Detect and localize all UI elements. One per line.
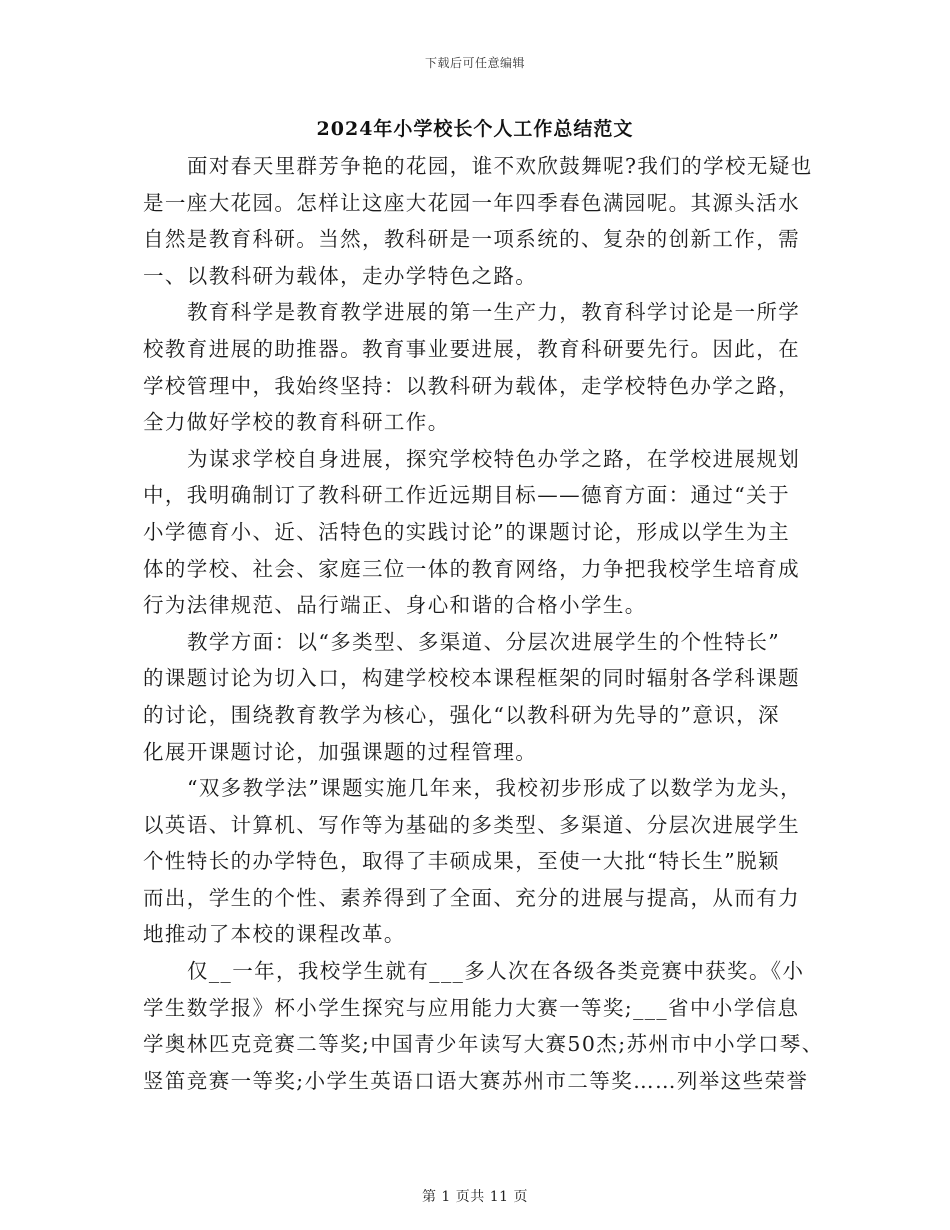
text-line: 学校管理中，我始终坚持：以教科研为载体，走学校特色办学之路， xyxy=(143,373,800,398)
text-line: “双多教学法”课题实施几年来，我校初步形成了以数学为龙头， xyxy=(187,776,803,801)
text-line: 以英语、计算机、写作等为基础的多类型、多渠道、分层次进展学生 xyxy=(143,812,800,837)
text-line: 面对春天里群芳争艳的花园，谁不欢欣鼓舞呢?我们的学校无疑也 xyxy=(187,154,813,178)
text-line: 自然是教育科研。当然，教科研是一项系统的、复杂的创新工作，需 xyxy=(143,227,800,252)
text-line: 全力做好学校的教育科研工作。 xyxy=(143,410,450,435)
text-line: 教学方面：以“多类型、多渠道、分层次进展学生的个性特长” xyxy=(187,629,781,654)
text-line: 学生数学报》杯小学生探究与应用能力大赛一等奖;___省中小学信息 xyxy=(143,995,800,1020)
text-line: 仅__一年，我校学生就有___多人次在各级各类竞赛中获奖。《小 xyxy=(187,959,805,984)
paragraph-6 xyxy=(143,953,824,1099)
text-line: 中，我明确制订了教科研工作近远期目标——德育方面：通过“关于 xyxy=(143,483,790,508)
page-number: 第 1 页共 11 页 xyxy=(421,1189,529,1205)
text-line: 一、以教科研为载体，走办学特色之路。 xyxy=(143,263,538,288)
paragraph-4 xyxy=(143,624,808,770)
text-line: 行为法律规范、品行端正、身心和谐的合格小学生。 xyxy=(143,593,647,618)
text-line: 的讨论，围绕教育教学为核心，强化“以教科研为先导的”意识，深 xyxy=(143,702,780,727)
header-note: 下载后可任意编辑 xyxy=(424,56,525,70)
text-line: 个性特长的办学特色，取得了丰硕成果，至使一大批“特长生”脱颖 xyxy=(143,849,780,874)
document-body xyxy=(143,148,824,1099)
text-line: 体的学校、社会、家庭三位一体的教育网络，力争把我校学生培育成 xyxy=(143,556,800,581)
paragraph-1 xyxy=(143,148,813,294)
paragraph-2 xyxy=(143,294,808,440)
paragraph-5 xyxy=(143,770,808,953)
text-line: 竖笛竞赛一等奖;小学生英语口语大赛苏州市二等奖……列举这些荣誉 xyxy=(143,1068,809,1093)
text-line: 地推动了本校的课程改革。 xyxy=(143,922,406,947)
text-line: 教育科学是教育教学进展的第一生产力，教育科学讨论是一所学 xyxy=(187,300,801,325)
text-line: 而出，学生的个性、素养得到了全面、充分的进展与提高，从而有力 xyxy=(143,885,800,910)
text-line: 是一座大花园。怎样让这座大花园一年四季春色满园呢。其源头活水 xyxy=(143,190,800,215)
text-line: 为谋求学校自身进展，探究学校特色办学之路，在学校进展规划 xyxy=(187,446,801,471)
text-line: 校教育进展的助推器。教育事业要进展，教育科研要先行。因此，在 xyxy=(143,336,800,361)
text-line: 学奥林匹克竞赛二等奖;中国青少年读写大赛50杰;苏州市中小学口琴、 xyxy=(143,1032,824,1057)
text-line: 小学德育小、近、活特色的实践讨论”的课题讨论，形成以学生为主 xyxy=(143,519,790,544)
text-line: 化展开课题讨论，加强课题的过程管理。 xyxy=(143,739,538,764)
paragraph-3 xyxy=(143,441,808,624)
text-line: 的课题讨论为切入口，构建学校校本课程框架的同时辐射各学科课题 xyxy=(143,666,800,691)
document-title: 2024年小学校长个人工作总结范文 xyxy=(316,118,634,140)
